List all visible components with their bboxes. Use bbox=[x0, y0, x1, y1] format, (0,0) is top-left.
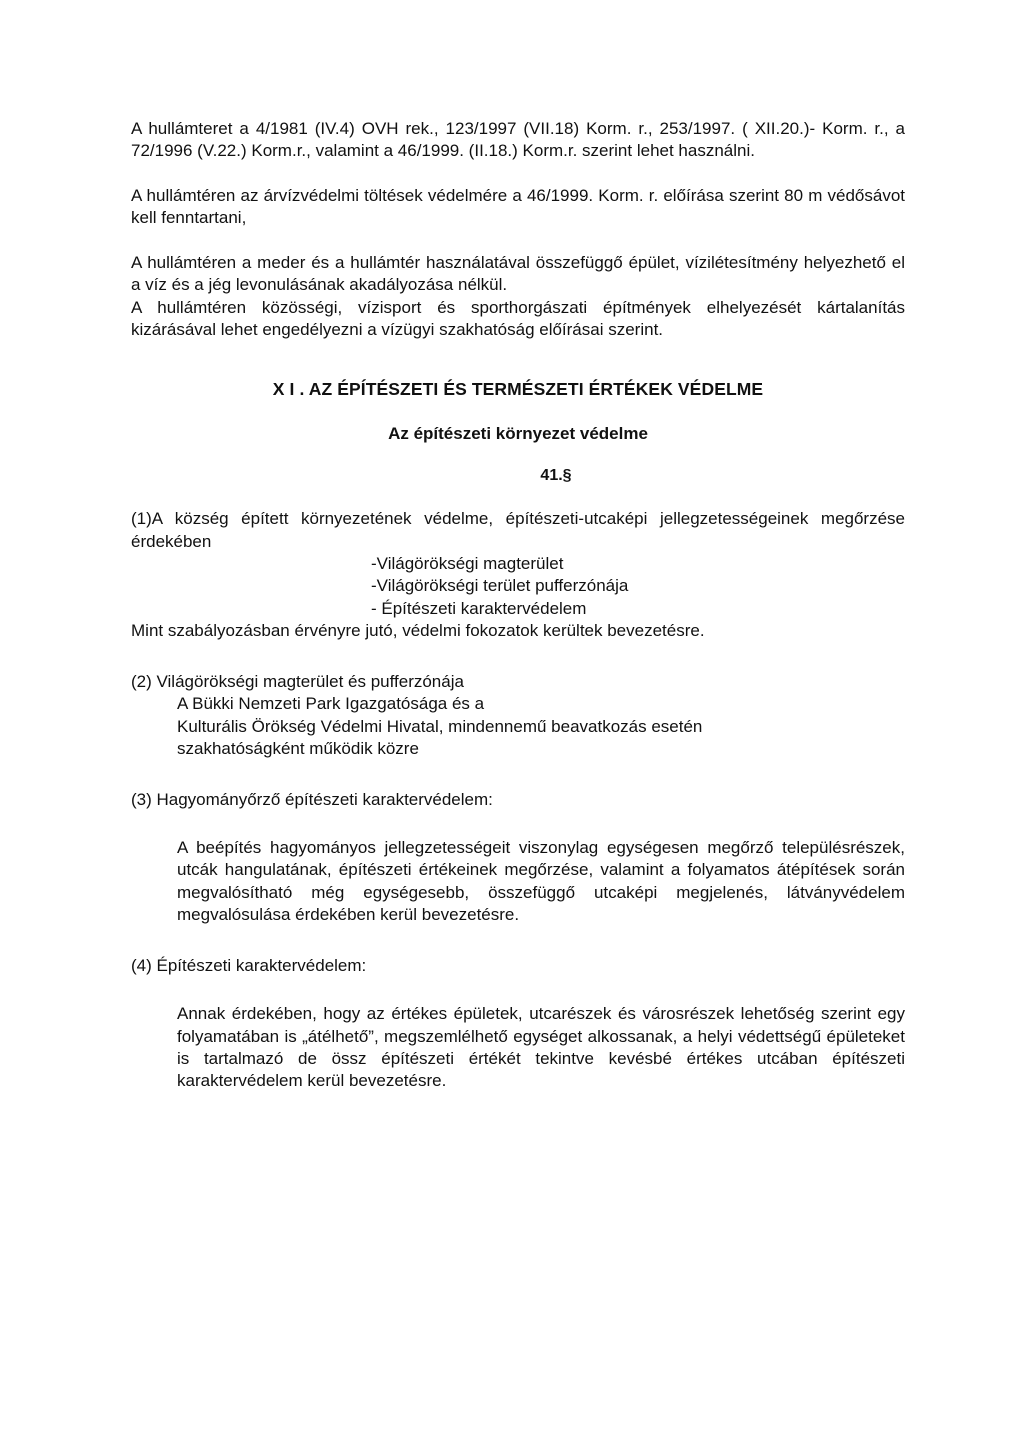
clause-4-heading: (4) Építészeti karaktervédelem: bbox=[131, 955, 367, 975]
clause-2-line: Kulturális Örökség Védelmi Hivatal, mindennemű beavatkozás esetén bbox=[177, 716, 703, 736]
protection-levels-list bbox=[131, 553, 905, 620]
clause-4-body: Annak érdekében, hogy az értékes épületek, utcarészek és városrészek lehetőség szerint egy folyamatában is „átélhető”, megszemlélhető egységet alkossanak, a helyi védettségű épületeket is tartalmazó de össz építészeti értékét tekintve kevésbé értékes utcában építészeti karaktervédelem kerül bevezetésre. bbox=[177, 1004, 905, 1091]
intro-paragraph-4: A hullámtéren közösségi, vízisport és sporthorgászati építmények elhelyezését kártalanítás kizárásával lehet engedélyezni a vízügyi szakhatóság előírásai szerint. bbox=[131, 297, 905, 340]
clause-2-body bbox=[131, 693, 905, 760]
clause-2-line: szakhatóságként működik közre bbox=[177, 739, 419, 759]
clause-2-heading: (2) Világörökségi magterület és pufferzónája bbox=[131, 671, 464, 691]
clause-1-text: (1)A község épített környezetének védelme, építészeti-utcaképi jellegzetességeinek megőrzése érdekében bbox=[131, 509, 905, 551]
intro-paragraph-1: A hullámteret a 4/1981 (IV.4) OVH rek., 123/1997 (VII.18) Korm. r., 253/1997. ( XII.20.)- Korm. r., a 72/1996 (V.22.) Korm.r., valamint a 46/1999. (II.18.) Korm.r. szerint lehet használni. bbox=[131, 119, 905, 161]
list-item: -Világörökségi magterület bbox=[371, 554, 564, 574]
clause-2-line: A Bükki Nemzeti Park Igazgatósága és a bbox=[177, 694, 485, 714]
list-item: - Építészeti karaktervédelem bbox=[371, 598, 587, 618]
intro-paragraph-3: A hullámtéren a meder és a hullámtér használatával összefüggő épület, vízilétesítmény helyezhető el a víz és a jég levonulásának akadályozása nélkül. bbox=[131, 252, 905, 295]
paragraph-number: 41.§ bbox=[540, 467, 572, 485]
intro-paragraph-2: A hullámtéren az árvízvédelmi töltések védelmére a 46/1999. Korm. r. előírása szerint 80 m védősávot kell fenntartani, bbox=[131, 185, 905, 228]
section-subtitle: Az építészeti környezet védelme bbox=[388, 423, 648, 443]
clause-3-body: A beépítés hagyományos jellegzetességeit viszonylag egységesen megőrző településrészek, utcák hangulatának, építészeti értékeinek megőrzése, valamint a folyamatos átépítések során megvalósítható még egységesebb, összefüggő utcaképi megjelenés, látványvédelem megvalósulása érdekében kerül bevezetésre. bbox=[177, 837, 905, 925]
clause-1-closing: Mint szabályozásban érvényre jutó, védelmi fokozatok kerültek bevezetésre. bbox=[131, 621, 705, 641]
clause-3-heading: (3) Hagyományőrző építészeti karaktervédelem: bbox=[131, 789, 493, 809]
document-page bbox=[131, 118, 905, 1093]
list-item: -Világörökségi terület pufferzónája bbox=[371, 576, 629, 596]
section-title: X I . AZ ÉPÍTÉSZETI ÉS TERMÉSZETI ÉRTÉKEK VÉDELME bbox=[272, 378, 764, 399]
